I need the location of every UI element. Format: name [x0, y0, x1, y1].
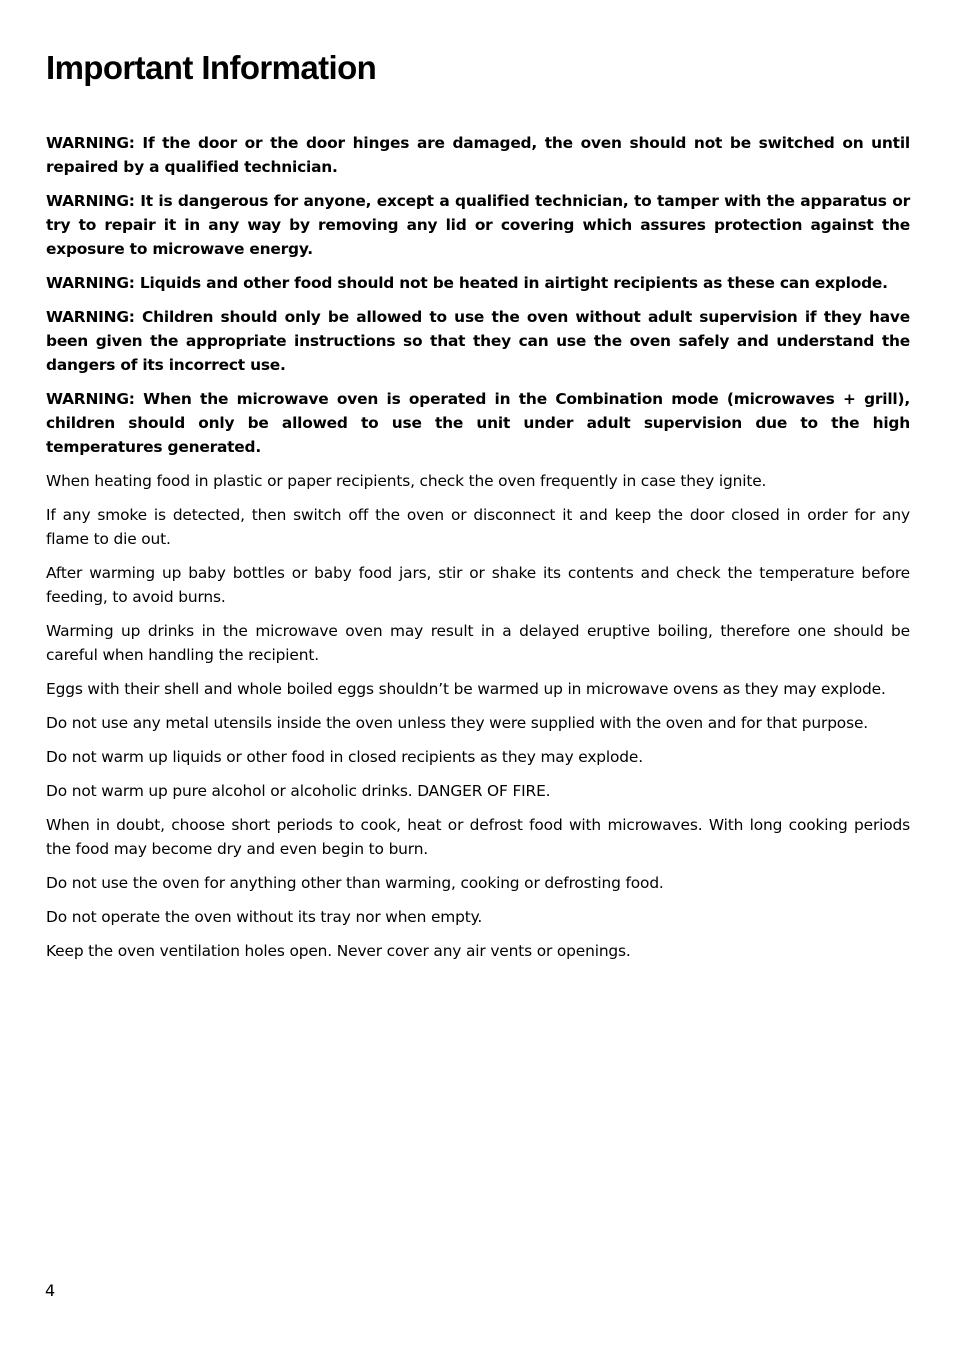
instruction-paragraph: If any smoke is detected, then switch off the oven or disconnect it and keep the door closed in order for any flame to die out.: [46, 506, 910, 548]
document-page: [46, 0, 910, 973]
safety-content: [46, 131, 910, 963]
instruction-paragraph: After warming up baby bottles or baby food jars, stir or shake its contents and check the temperature before feeding, to avoid burns.: [46, 564, 910, 606]
warning-paragraph: WARNING: If the door or the door hinges are damaged, the oven should not be switched on until repaired by a qualified technician.: [46, 134, 910, 176]
instruction-paragraph: Warming up drinks in the microwave oven may result in a delayed eruptive boiling, therefore one should be careful when handling the recipient.: [46, 622, 910, 664]
instruction-paragraph: When heating food in plastic or paper recipients, check the oven frequently in case they ignite.: [46, 472, 767, 490]
instruction-paragraph: Do not use the oven for anything other than warming, cooking or defrosting food.: [46, 874, 664, 892]
instruction-paragraph: Eggs with their shell and whole boiled eggs shouldn’t be warmed up in microwave ovens as they may explode.: [46, 680, 886, 698]
instruction-paragraph: Do not warm up liquids or other food in closed recipients as they may explode.: [46, 748, 643, 766]
instruction-paragraph: Keep the oven ventilation holes open. Never cover any air vents or openings.: [46, 942, 631, 960]
warning-paragraph: WARNING: Children should only be allowed to use the oven without adult supervision if they have been given the appropriate instructions so that they can use the oven safely and understand the dangers of its incorrect use.: [46, 308, 910, 374]
instruction-paragraph: Do not operate the oven without its tray nor when empty.: [46, 908, 483, 926]
page-number: 4: [45, 1281, 56, 1300]
instruction-paragraph: Do not warm up pure alcohol or alcoholic drinks. DANGER OF FIRE.: [46, 782, 551, 800]
warning-paragraph: WARNING: It is dangerous for anyone, except a qualified technician, to tamper with the apparatus or try to repair it in any way by removing any lid or covering which assures protection against the exposure to microwave energy.: [46, 192, 910, 258]
warning-paragraph: WARNING: When the microwave oven is operated in the Combination mode (microwaves + grill), children should only be allowed to use the unit under adult supervision due to the high temperatures generated.: [46, 390, 910, 456]
warning-paragraph: WARNING: Liquids and other food should not be heated in airtight recipients as these can explode.: [46, 274, 888, 292]
instruction-paragraph: When in doubt, choose short periods to cook, heat or defrost food with microwaves. With long cooking periods the food may become dry and even begin to burn.: [46, 816, 910, 858]
page-title: Important Information: [46, 49, 377, 86]
instruction-paragraph: Do not use any metal utensils inside the oven unless they were supplied with the oven and for that purpose.: [46, 714, 869, 732]
